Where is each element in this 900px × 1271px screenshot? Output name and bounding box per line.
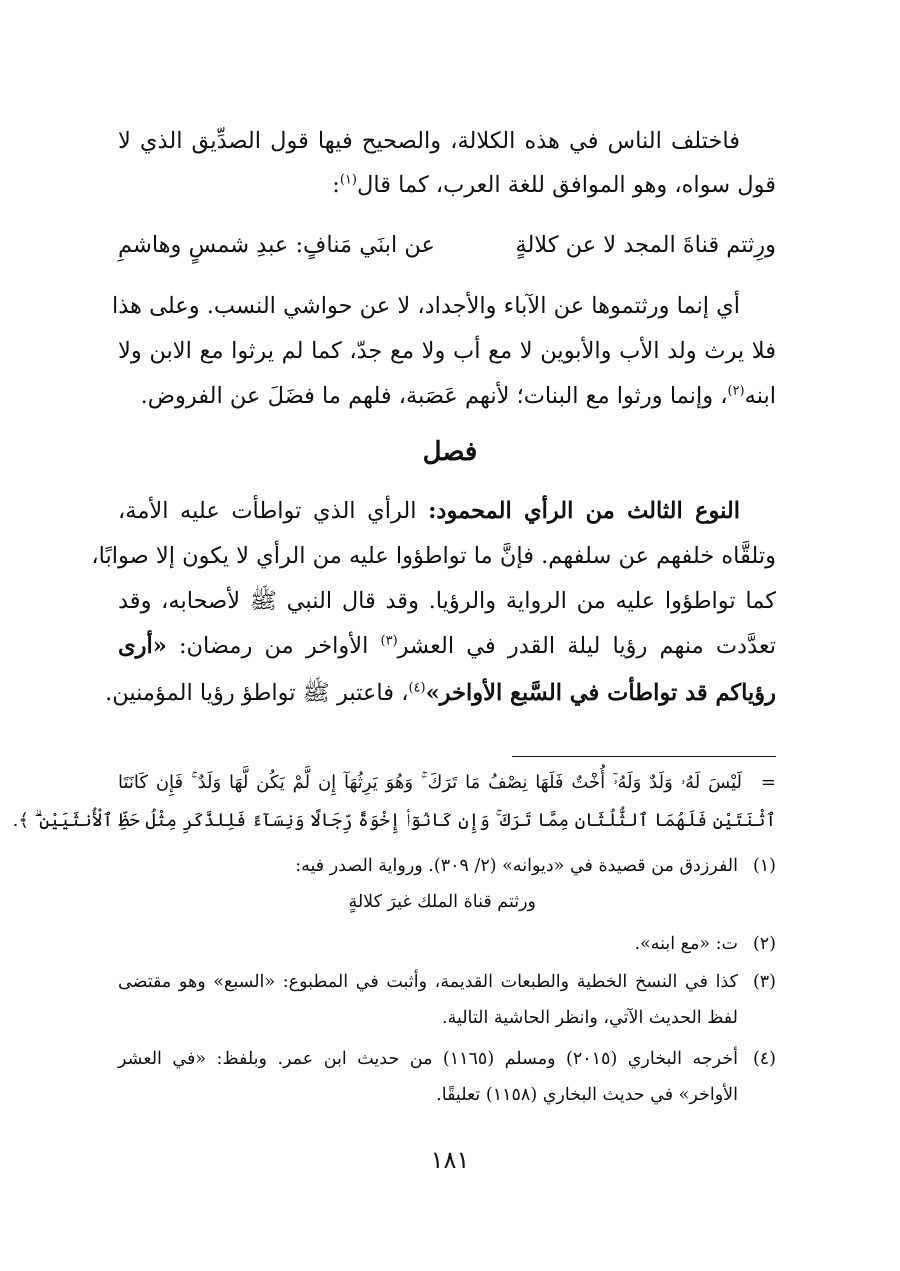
verse-first-hemistich: ورِثتم قناةَ المجد لا عن كلالةٍ: [515, 232, 776, 258]
section-heading: فصل: [422, 437, 478, 467]
footnote-text: كذا في النسخ الخطية والطبعات القديمة، وأثبت في المطبوع: «السبع» وهو مقتضى: [118, 972, 738, 992]
continuation-marker: =: [760, 772, 776, 793]
footnote-number: (٢): [752, 934, 776, 954]
body-line: فاختلف الناس في هذه الكلالة، والصحيح فيها قول الصدِّيق الذي لا: [118, 128, 740, 154]
body-line: وتلقَّاه خلفهم عن سلفهم. فإنَّ ما تواطؤوا عليه من الرأي لا يكون إلا صوابًا،: [91, 543, 776, 569]
page-number: ١٨١: [430, 1146, 470, 1174]
footnote-text: أخرجه البخاري (٢٠١٥) ومسلم (١١٦٥) من حديث ابن عمر. وبلفظ: «في العشر: [118, 1049, 738, 1069]
body-line: فلا يرث ولد الأب والأبوين لا مع أب ولا مع جدّ، كما لم يرثوا مع الابن ولا: [118, 338, 776, 364]
footnote-ref[interactable]: (٢): [727, 383, 745, 399]
body-line: تعدَّدت منهم رؤيا ليلة القدر في العشر$^{(٣)}$ الأواخر من رمضان: «أرى: [118, 633, 776, 659]
footnote-ref[interactable]: (٤): [408, 680, 426, 696]
body-line: النوع الثالث من الرأي المحمود: الرأي الذي تواطأت عليه الأمة،: [118, 498, 740, 524]
footnote-text: ت: «مع ابنه».: [634, 934, 738, 954]
footnote-verse: ورثتم قناة الملك غيرَ كلالةٍ: [348, 892, 536, 912]
footnote-number: (١): [752, 856, 776, 876]
footnote-text: الأواخر» في حديث البخاري (١١٥٨) تعليقًا.: [436, 1085, 738, 1105]
body-line: ابنه$^{(٢)}$، وإنما ورثوا مع البنات؛ لأنهم عَصَبة، فلهم ما فضَلَ عن الفروض.: [140, 383, 776, 409]
body-line: رؤياكم قد تواطأت في السَّبع الأواخر»$^{(٤)}$، فاعتبر ﷺ تواطؤ رؤيا المؤمنين.: [105, 680, 776, 706]
quran-verse-line: لَيْسَ لَهُۥ وَلَدٌ وَلَهُۥٓ أُخْتٌ فَلَهَا نِصْفُ مَا تَرَكَ ۚ وَهُوَ يَرِثُهَآ إِن لَّمْ يَكُن لَّهَا وَلَدٌ ۚ فَإِن كَانَتَا: [118, 772, 742, 793]
verse-second-hemistich: عن ابنَي مَنافٍ: عبدِ شمسٍ وهاشمِ: [118, 232, 435, 258]
footnote-number: (٣): [752, 972, 776, 992]
footnote-ref[interactable]: (١): [339, 172, 357, 188]
footnote-ref[interactable]: (٣): [380, 633, 398, 649]
footnote-text: الفرزدق من قصيدة في «ديوانه» (٢/ ٣٠٩). ورواية الصدر فيه:: [295, 856, 738, 876]
body-line: كما تواطؤوا عليه من الرواية والرؤيا. وقد قال النبي ﷺ لأصحابه، وقد: [118, 588, 776, 614]
body-line: أي إنما ورثتموها عن الآباء والأجداد، لا عن حواشي النسب. وعلى هذا: [112, 293, 740, 319]
quran-verse-line: ٱثْنَتَيْنِ فَلَهُمَا ٱلثُّلُثَانِ مِمَّا تَرَكَ ۚ وَإِن كَانُوٓا۟ إِخْوَةً رِّجَالًا وَنِسَآءً فَلِلذَّكَرِ مِثْلُ حَظِّ ٱلْأُنثَيَيْنِ ۗ ﴾.: [12, 810, 776, 831]
footnote-text: لفظ الحديث الآتي، وانظر الحاشية التالية.: [442, 1008, 738, 1028]
footnote-number: (٤): [752, 1049, 776, 1069]
body-line: قول سواه، وهو الموافق للغة العرب، كما قال$^{(١)}$:: [332, 172, 776, 198]
footnote-separator: [512, 756, 776, 757]
